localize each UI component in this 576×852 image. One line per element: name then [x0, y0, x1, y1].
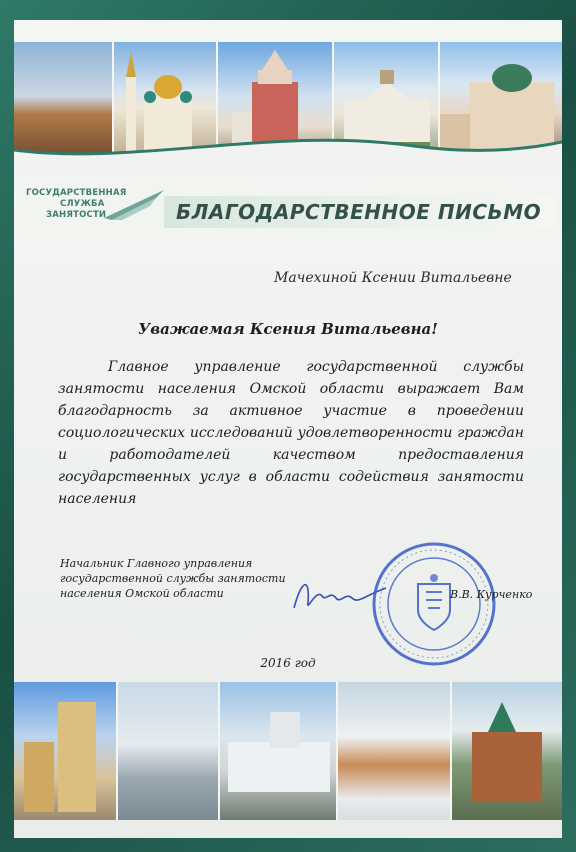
apartment-icon — [14, 682, 118, 820]
winter-photo — [338, 682, 452, 820]
letter-body: Главное управление государственной службы занятости населения Омской области выражает Вам благодарность за активное участие в проведении социологических исследований удовлетворенности граждан и работодателей качеством предоставления государственных услуг в области содействия занятости населения — [58, 359, 524, 507]
certificate-paper — [14, 20, 562, 838]
logo-line-3: ЗАНЯТОСТИ — [46, 210, 107, 220]
wooden-house-icon — [452, 682, 562, 820]
employment-service-logo — [26, 188, 166, 230]
signatory-line-2: государственной службы занятости — [60, 572, 286, 585]
station-photo — [220, 682, 338, 820]
logo-line-1: ГОСУДАРСТВЕННАЯ — [26, 188, 127, 198]
recipient-name: Мачехиной Ксении Витальевне — [274, 270, 512, 286]
top-wave — [14, 132, 562, 172]
bottom-photo-strip — [14, 682, 562, 820]
signatory-title — [60, 556, 320, 601]
wooden-house-photo — [452, 682, 562, 820]
apartment-photo — [14, 682, 118, 820]
signatory-line-3: населения Омской области — [60, 587, 224, 600]
stamp-icon — [370, 540, 498, 668]
stamp-seal — [370, 540, 498, 668]
logo-swoosh-icon — [104, 190, 164, 220]
station-icon — [220, 682, 338, 820]
letter-year: 2016 год — [260, 656, 316, 670]
signatory-name: В.В. Курченко — [450, 588, 533, 601]
letter-title: БЛАГОДАРСТВЕННОЕ ПИСЬМО — [164, 196, 556, 228]
signatory-line-1: Начальник Главного управления — [60, 557, 253, 570]
logo-line-2: СЛУЖБА — [60, 199, 105, 209]
salutation: Уважаемая Ксения Витальевна! — [138, 320, 438, 338]
river-port-photo — [118, 682, 220, 820]
